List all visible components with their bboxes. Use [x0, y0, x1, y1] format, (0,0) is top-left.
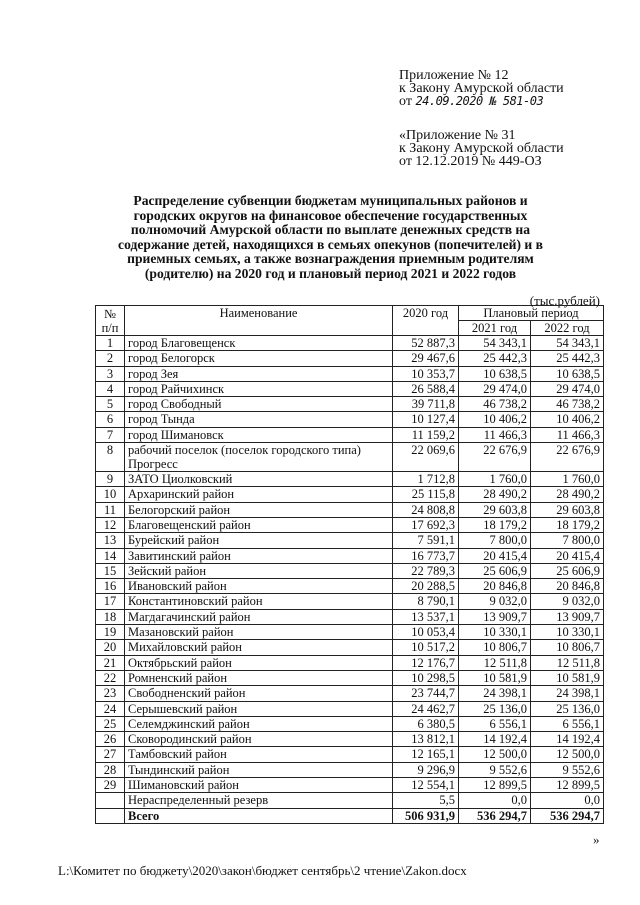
table-row — [96, 472, 604, 487]
row-2021: 10 406,2 — [459, 412, 531, 427]
row-2021: 12 899,5 — [459, 778, 531, 793]
file-path: L:\Комитет по бюджету\2020\закон\бюджет сентябрь\2 чтение\Zakon.docx — [58, 863, 467, 878]
row-name: Ромненский район — [125, 670, 393, 685]
row-2020: 22 069,6 — [393, 443, 459, 472]
row-2021: 20 415,4 — [459, 548, 531, 563]
closing-quote: » — [593, 832, 600, 847]
appendix-new-block — [399, 69, 564, 108]
row-number: 19 — [96, 625, 125, 640]
row-2022: 10 581,9 — [531, 670, 604, 685]
row-2020: 24 808,8 — [393, 502, 459, 517]
table-row — [96, 381, 604, 396]
table-row — [96, 793, 604, 808]
table-header-row — [96, 306, 604, 321]
row-2020: 9 296,9 — [393, 762, 459, 777]
table-row — [96, 686, 604, 701]
row-name: Всего — [125, 808, 393, 823]
row-2022: 12 899,5 — [531, 778, 604, 793]
row-2022: 29 474,0 — [531, 381, 604, 396]
row-2022: 14 192,4 — [531, 732, 604, 747]
table-row — [96, 412, 604, 427]
row-number: 29 — [96, 778, 125, 793]
row-number: 1 — [96, 336, 125, 351]
row-2020: 52 887,3 — [393, 336, 459, 351]
row-2020: 13 537,1 — [393, 609, 459, 624]
row-2021: 1 760,0 — [459, 472, 531, 487]
row-2022: 10 806,7 — [531, 640, 604, 655]
row-name: Тындинский район — [125, 762, 393, 777]
row-number: 2 — [96, 351, 125, 366]
row-name: Михайловский район — [125, 640, 393, 655]
row-2021: 10 330,1 — [459, 625, 531, 640]
row-2022: 25 606,9 — [531, 563, 604, 578]
row-2022: 10 330,1 — [531, 625, 604, 640]
row-name: Свободненский район — [125, 686, 393, 701]
table-row — [96, 351, 604, 366]
row-2021: 11 466,3 — [459, 427, 531, 442]
row-2021: 25 442,3 — [459, 351, 531, 366]
table-row — [96, 701, 604, 716]
row-2022: 29 603,8 — [531, 502, 604, 517]
row-number: 10 — [96, 487, 125, 502]
row-number: 15 — [96, 563, 125, 578]
row-2021: 22 676,9 — [459, 443, 531, 472]
row-number: 8 — [96, 443, 125, 472]
header-2022: 2022 год — [531, 321, 604, 336]
row-number: 22 — [96, 670, 125, 685]
row-2020: 10 353,7 — [393, 366, 459, 381]
row-name: город Белогорск — [125, 351, 393, 366]
row-name: ЗАТО Циолковский — [125, 472, 393, 487]
row-name: Завитинский район — [125, 548, 393, 563]
row-2022: 18 179,2 — [531, 517, 604, 532]
row-2020: 39 711,8 — [393, 397, 459, 412]
row-2020: 12 176,7 — [393, 655, 459, 670]
appendix-new-date — [399, 95, 564, 108]
row-number: 26 — [96, 732, 125, 747]
row-2020: 1 712,8 — [393, 472, 459, 487]
row-2022: 20 415,4 — [531, 548, 604, 563]
row-name: город Благовещенск — [125, 336, 393, 351]
row-number: 6 — [96, 412, 125, 427]
row-name: Мазановский район — [125, 625, 393, 640]
table-row — [96, 732, 604, 747]
row-2021: 20 846,8 — [459, 579, 531, 594]
table-total-row — [96, 808, 604, 823]
row-2021: 25 136,0 — [459, 701, 531, 716]
row-name: рабочий поселок (поселок городского типа) Прогресс — [125, 443, 393, 472]
row-name: Благовещенский район — [125, 517, 393, 532]
row-2021: 28 490,2 — [459, 487, 531, 502]
row-2022: 28 490,2 — [531, 487, 604, 502]
row-2021: 24 398,1 — [459, 686, 531, 701]
row-number: 16 — [96, 579, 125, 594]
row-name: Сковородинский район — [125, 732, 393, 747]
row-number: 7 — [96, 427, 125, 442]
row-2021: 10 638,5 — [459, 366, 531, 381]
row-name: Зейский район — [125, 563, 393, 578]
row-name: город Райчихинск — [125, 381, 393, 396]
row-2022: 12 511,8 — [531, 655, 604, 670]
header-plan-period: Плановый период — [459, 306, 604, 321]
row-number: 14 — [96, 548, 125, 563]
table-row — [96, 655, 604, 670]
table-row — [96, 548, 604, 563]
row-name: Селемджинский район — [125, 716, 393, 731]
row-2020: 24 462,7 — [393, 701, 459, 716]
table-row — [96, 563, 604, 578]
row-2022: 22 676,9 — [531, 443, 604, 472]
row-2020: 23 744,7 — [393, 686, 459, 701]
row-2022: 25 442,3 — [531, 351, 604, 366]
row-2021: 25 606,9 — [459, 563, 531, 578]
appendix-old-line: к Закону Амурской области — [399, 141, 564, 156]
appendix-old-line: «Приложение № 31 — [399, 128, 516, 143]
appendix-old-line: от 12.12.2019 № 449-ОЗ — [399, 154, 542, 169]
row-name: Шимановский район — [125, 778, 393, 793]
row-2020: 7 591,1 — [393, 533, 459, 548]
row-number: 17 — [96, 594, 125, 609]
row-2022: 20 846,8 — [531, 579, 604, 594]
table-row — [96, 625, 604, 640]
table-body — [96, 336, 604, 824]
row-number: 24 — [96, 701, 125, 716]
row-number: 4 — [96, 381, 125, 396]
row-name: Нераспределенный резерв — [125, 793, 393, 808]
row-2022: 9 552,6 — [531, 762, 604, 777]
row-2022: 25 136,0 — [531, 701, 604, 716]
table-row — [96, 762, 604, 777]
row-2021: 29 603,8 — [459, 502, 531, 517]
row-2021: 536 294,7 — [459, 808, 531, 823]
row-2021: 14 192,4 — [459, 732, 531, 747]
row-2020: 22 789,3 — [393, 563, 459, 578]
units-label: (тыс.рублей) — [529, 293, 600, 308]
table-row — [96, 640, 604, 655]
row-name: Ивановский район — [125, 579, 393, 594]
row-2020: 11 159,2 — [393, 427, 459, 442]
appendix-old-block — [399, 129, 564, 168]
handwritten-date-number: 24.09.2020 № 581-03 — [415, 94, 544, 108]
appendix-new-line: к Закону Амурской области — [399, 81, 564, 96]
row-2020: 10 127,4 — [393, 412, 459, 427]
table-row — [96, 517, 604, 532]
row-name: город Шимановск — [125, 427, 393, 442]
row-2021: 54 343,1 — [459, 336, 531, 351]
row-number: 20 — [96, 640, 125, 655]
row-number: 21 — [96, 655, 125, 670]
row-2021: 29 474,0 — [459, 381, 531, 396]
row-number: 5 — [96, 397, 125, 412]
row-name: Белогорский район — [125, 502, 393, 517]
row-2020: 25 115,8 — [393, 487, 459, 502]
row-2020: 26 588,4 — [393, 381, 459, 396]
row-number — [96, 793, 125, 808]
row-2020: 506 931,9 — [393, 808, 459, 823]
row-name: город Тында — [125, 412, 393, 427]
table-row — [96, 533, 604, 548]
row-name: Бурейский район — [125, 533, 393, 548]
row-2022: 536 294,7 — [531, 808, 604, 823]
row-name: Константиновский район — [125, 594, 393, 609]
row-2022: 0,0 — [531, 793, 604, 808]
row-number: 28 — [96, 762, 125, 777]
table-row — [96, 716, 604, 731]
row-number — [96, 808, 125, 823]
row-2022: 10 406,2 — [531, 412, 604, 427]
row-2020: 20 288,5 — [393, 579, 459, 594]
header-number: № п/п — [96, 306, 125, 336]
row-2020: 10 053,4 — [393, 625, 459, 640]
row-2021: 12 500,0 — [459, 747, 531, 762]
table-row — [96, 609, 604, 624]
table-row — [96, 427, 604, 442]
row-number: 25 — [96, 716, 125, 731]
table-row — [96, 579, 604, 594]
row-number: 9 — [96, 472, 125, 487]
table-row — [96, 747, 604, 762]
header-name: Наименование — [125, 306, 393, 336]
table-row — [96, 397, 604, 412]
row-2020: 13 812,1 — [393, 732, 459, 747]
row-2021: 10 581,9 — [459, 670, 531, 685]
appendix-new-line: Приложение № 12 — [399, 68, 509, 83]
table-row — [96, 502, 604, 517]
row-name: город Зея — [125, 366, 393, 381]
row-2020: 12 554,1 — [393, 778, 459, 793]
row-2022: 1 760,0 — [531, 472, 604, 487]
row-2021: 7 800,0 — [459, 533, 531, 548]
row-2022: 10 638,5 — [531, 366, 604, 381]
date-prefix: от — [399, 94, 412, 109]
document-title: Распределение субвенции бюджетам муниципальных районов и городских округов на финансовое обеспечение государственных полномочий Амурской области по выплате денежных средств на содержание детей, находящихся в семьях опекунов (попечителей) и в приемных семьях, а также вознаграждения приемным родителям (родителю) на 2020 год и плановый период 2021 и 2022 годов — [118, 193, 543, 281]
row-2020: 17 692,3 — [393, 517, 459, 532]
table-row — [96, 366, 604, 381]
row-number: 27 — [96, 747, 125, 762]
row-2022: 6 556,1 — [531, 716, 604, 731]
row-2020: 8 790,1 — [393, 594, 459, 609]
row-2022: 54 343,1 — [531, 336, 604, 351]
row-2022: 7 800,0 — [531, 533, 604, 548]
row-name: Серышевский район — [125, 701, 393, 716]
row-2021: 9 032,0 — [459, 594, 531, 609]
row-number: 13 — [96, 533, 125, 548]
header-2020: 2020 год — [393, 306, 459, 336]
row-2020: 10 298,5 — [393, 670, 459, 685]
row-2022: 9 032,0 — [531, 594, 604, 609]
row-2021: 0,0 — [459, 793, 531, 808]
row-2020: 6 380,5 — [393, 716, 459, 731]
header-2021: 2021 год — [459, 321, 531, 336]
row-2022: 46 738,2 — [531, 397, 604, 412]
row-2021: 9 552,6 — [459, 762, 531, 777]
row-2022: 11 466,3 — [531, 427, 604, 442]
table-row — [96, 670, 604, 685]
row-number: 11 — [96, 502, 125, 517]
row-2022: 24 398,1 — [531, 686, 604, 701]
row-2020: 16 773,7 — [393, 548, 459, 563]
row-2020: 29 467,6 — [393, 351, 459, 366]
row-name: Магдагачинский район — [125, 609, 393, 624]
row-2021: 13 909,7 — [459, 609, 531, 624]
row-2022: 12 500,0 — [531, 747, 604, 762]
subvention-table — [95, 305, 604, 824]
row-2021: 6 556,1 — [459, 716, 531, 731]
row-number: 23 — [96, 686, 125, 701]
row-2021: 46 738,2 — [459, 397, 531, 412]
row-2021: 18 179,2 — [459, 517, 531, 532]
table-row — [96, 594, 604, 609]
row-2020: 12 165,1 — [393, 747, 459, 762]
row-2020: 5,5 — [393, 793, 459, 808]
row-name: Архаринский район — [125, 487, 393, 502]
table-row — [96, 443, 604, 472]
row-name: Октябрьский район — [125, 655, 393, 670]
row-name: город Свободный — [125, 397, 393, 412]
row-2020: 10 517,2 — [393, 640, 459, 655]
table-row — [96, 336, 604, 351]
row-number: 18 — [96, 609, 125, 624]
table-row — [96, 778, 604, 793]
table-row — [96, 487, 604, 502]
row-2021: 10 806,7 — [459, 640, 531, 655]
row-name: Тамбовский район — [125, 747, 393, 762]
row-number: 3 — [96, 366, 125, 381]
row-2021: 12 511,8 — [459, 655, 531, 670]
row-number: 12 — [96, 517, 125, 532]
row-2022: 13 909,7 — [531, 609, 604, 624]
